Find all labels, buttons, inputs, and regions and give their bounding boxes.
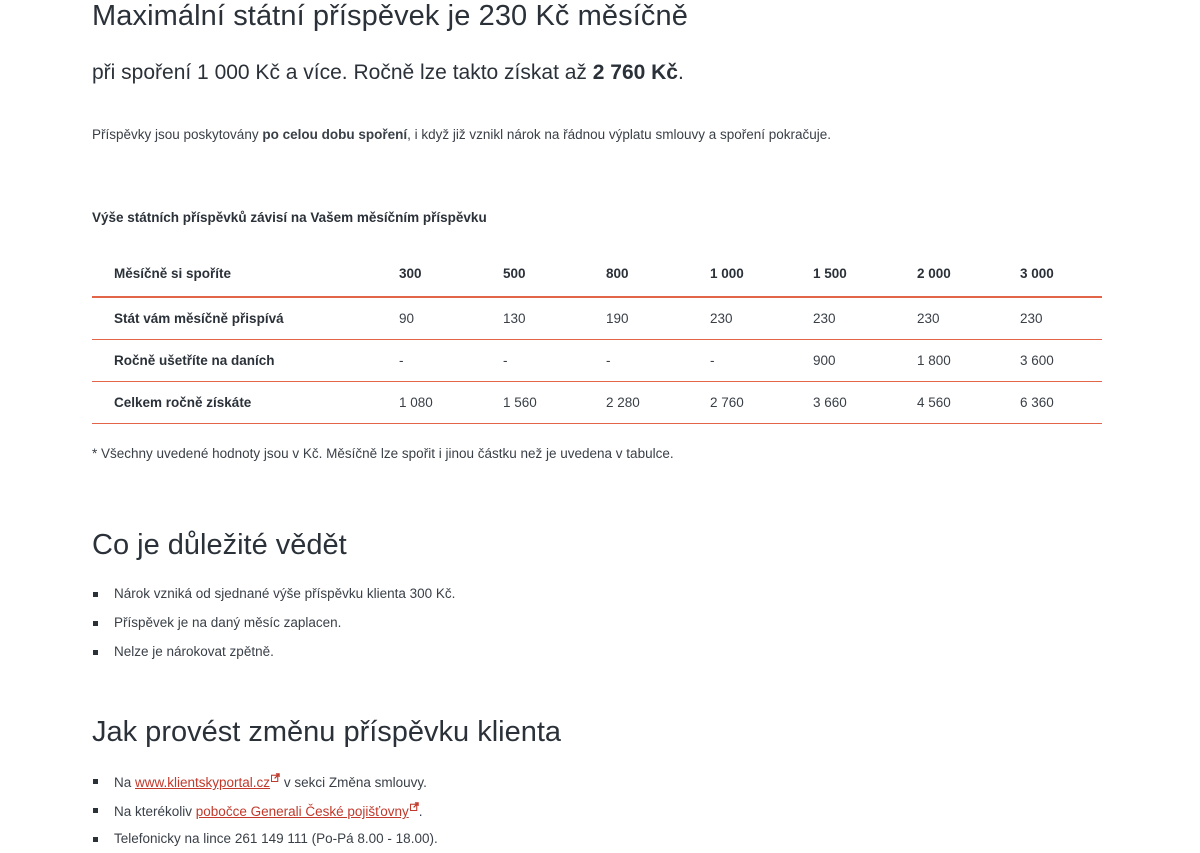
table-footnote: * Všechny uvedené hodnoty jsou v Kč. Měsíčně lze spořit i jinou částku než je uvedena v tabulce. (92, 446, 674, 461)
table-header-cell: 500 (503, 266, 526, 281)
subtitle-end: . (677, 61, 684, 84)
contribution-table (92, 251, 1102, 424)
table-cell: 230 (813, 311, 836, 326)
table-cell: 900 (813, 353, 836, 368)
table-cell: 4 560 (917, 395, 951, 410)
list-item (92, 773, 438, 802)
table-header-cell: 800 (606, 266, 629, 281)
list-item (92, 802, 438, 831)
bullet-icon (93, 779, 98, 784)
klientskyportal-link[interactable]: www.klientskyportal.cz (135, 775, 271, 790)
row-label: Ročně ušetříte na daních (114, 353, 275, 368)
table-cell: - (606, 353, 611, 368)
bullet-icon (93, 621, 98, 626)
table-row (92, 382, 1102, 424)
table-header-label: Měsíčně si spoříte (114, 266, 232, 281)
table-heading: Výše státních příspěvků závisí na Vašem měsíčním příspěvku (92, 210, 487, 225)
table-cell: 1 080 (399, 395, 433, 410)
row-label: Stát vám měsíčně přispívá (114, 311, 284, 326)
bullet-icon (93, 592, 98, 597)
list-item-text: Příspěvek je na daný měsíc zaplacen. (114, 615, 342, 630)
subtitle-text: při spoření 1 000 Kč a více. Ročně lze takto získat až (92, 61, 593, 84)
table-header-cell: 1 000 (710, 266, 744, 281)
table-cell: 3 660 (813, 395, 847, 410)
table-row (92, 340, 1102, 382)
table-header-row (92, 251, 1102, 298)
table-cell: 230 (1020, 311, 1043, 326)
external-link-icon[interactable] (410, 802, 419, 811)
change-list (92, 773, 438, 853)
table-cell: 230 (710, 311, 733, 326)
list-item (92, 831, 438, 853)
table-cell: 2 280 (606, 395, 640, 410)
list-item-text: v sekci Změna smlouvy. (280, 775, 427, 790)
list-item-text: Telefonicky na lince 261 149 111 (Po-Pá 8.00 - 18.00). (114, 831, 438, 846)
bullet-icon (93, 808, 98, 813)
list-item (92, 615, 455, 644)
table-header-cell: 3 000 (1020, 266, 1054, 281)
table-cell: - (710, 353, 715, 368)
section-title-important: Co je důležité vědět (92, 529, 347, 561)
list-item-text: Nárok vzniká od sjednané výše příspěvku klienta 300 Kč. (114, 586, 456, 601)
branch-link[interactable]: pobočce Generali České pojišťovny (195, 804, 409, 819)
table-cell: 3 600 (1020, 353, 1054, 368)
important-list (92, 586, 455, 673)
table-cell: 130 (503, 311, 526, 326)
table-row (92, 298, 1102, 340)
table-cell: - (399, 353, 404, 368)
table-cell: 6 360 (1020, 395, 1054, 410)
table-header-cell: 300 (399, 266, 422, 281)
intro-paragraph (92, 127, 831, 142)
intro-text: Příspěvky jsou poskytovány (92, 127, 263, 142)
table-header-cell: 1 500 (813, 266, 847, 281)
bullet-icon (93, 837, 98, 842)
bullet-icon (93, 650, 98, 655)
list-item (92, 586, 455, 615)
intro-text-end: , i když již vznikl nárok na řádnou výplatu smlouvy a spoření pokračuje. (407, 127, 832, 142)
table-cell: 1 800 (917, 353, 951, 368)
section-title-change: Jak provést změnu příspěvku klienta (92, 716, 562, 748)
list-item (92, 644, 455, 673)
table-cell: - (503, 353, 508, 368)
page-title: Maximální státní příspěvek je 230 Kč měsíčně (92, 0, 688, 32)
table-cell: 2 760 (710, 395, 744, 410)
table-cell: 230 (917, 311, 940, 326)
row-label: Celkem ročně získáte (114, 395, 252, 410)
intro-bold: po celou dobu spoření (262, 127, 408, 142)
table-cell: 90 (399, 311, 415, 326)
list-item-text: Nelze je nárokovat zpětně. (114, 644, 274, 659)
list-item-text: Na kterékoliv (114, 804, 196, 819)
subtitle (92, 61, 684, 85)
table-cell: 1 560 (503, 395, 537, 410)
subtitle-amount: 2 760 Kč (592, 61, 678, 84)
table-header-cell: 2 000 (917, 266, 951, 281)
table-cell: 190 (606, 311, 629, 326)
external-link-icon[interactable] (271, 773, 280, 782)
list-item-text: Na (114, 775, 136, 790)
list-item-text: . (418, 804, 423, 819)
